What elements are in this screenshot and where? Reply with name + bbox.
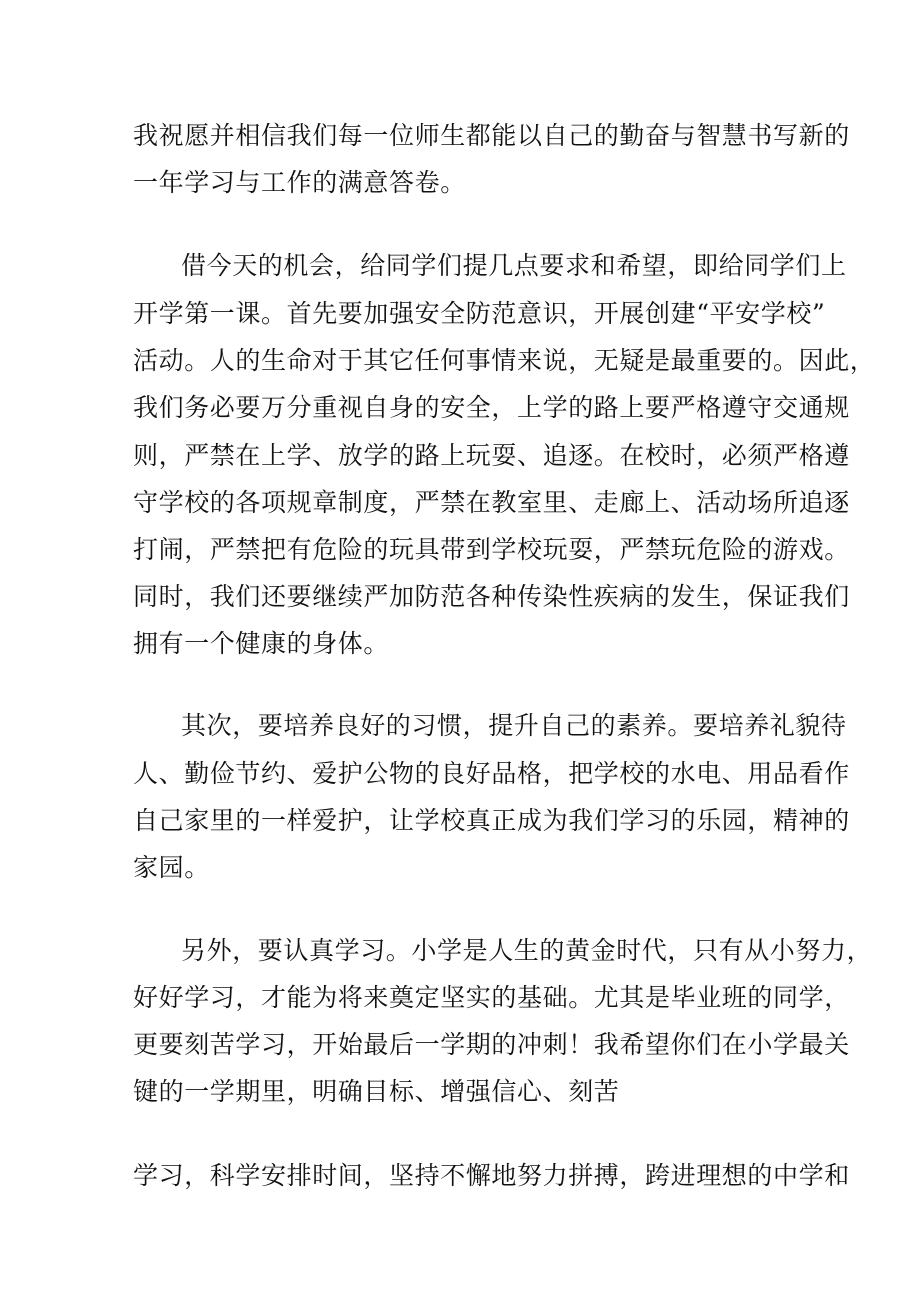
text-line: 打闹，严禁把有危险的玩具带到学校玩耍，严禁玩危险的游戏。 [133, 535, 850, 564]
text-line: 人、勤俭节约、爱护公物的良好品格，把学校的水电、用品看作 [133, 759, 850, 788]
text-line: 自己家里的一样爱护，让学校真正成为我们学习的乐园，精神的 [133, 806, 850, 835]
text-line: 则，严禁在上学、放学的路上玩耍、追逐。在校时，必须严格遵 [133, 441, 850, 470]
text-line: 另外，要认真学习。小学是人生的黄金时代，只有从小努力， [181, 936, 873, 965]
text-line: 开学第一课。首先要加强安全防范意识，开展创建“平安学校” [133, 299, 826, 328]
text-line: 好好学习，才能为将来奠定坚实的基础。尤其是毕业班的同学， [133, 983, 850, 1012]
text-line: 一年学习与工作的满意答卷。 [133, 168, 466, 197]
text-line: 家园。 [133, 853, 210, 882]
text-line: 守学校的各项规章制度，严禁在教室里、走廊上、活动场所追逐 [133, 488, 850, 517]
text-line: 键的一学期里，明确目标、增强信心、刻苦 [133, 1077, 620, 1106]
text-line: 我们务必要万分重视自身的安全，上学的路上要严格遵守交通规 [133, 393, 850, 422]
text-line: 同时，我们还要继续严加防范各种传染性疾病的发生，保证我们 [133, 582, 850, 611]
text-line: 活动。人的生命对于其它任何事情来说，无疑是最重要的。因此， [133, 346, 876, 375]
text-line: 更要刻苦学习，开始最后一学期的冲刺！我希望你们在小学最关 [133, 1030, 850, 1059]
text-line: 学习，科学安排时间，坚持不懈地努力拼搏，跨进理想的中学和 [133, 1161, 850, 1190]
text-line: 借今天的机会，给同学们提几点要求和希望，即给同学们上 [181, 251, 847, 280]
text-line: 我祝愿并相信我们每一位师生都能以自己的勤奋与智慧书写新的 [133, 121, 850, 150]
text-line: 其次，要培养良好的习惯，提升自己的素养。要培养礼貌待 [181, 711, 847, 740]
text-line: 拥有一个健康的身体。 [133, 629, 390, 658]
